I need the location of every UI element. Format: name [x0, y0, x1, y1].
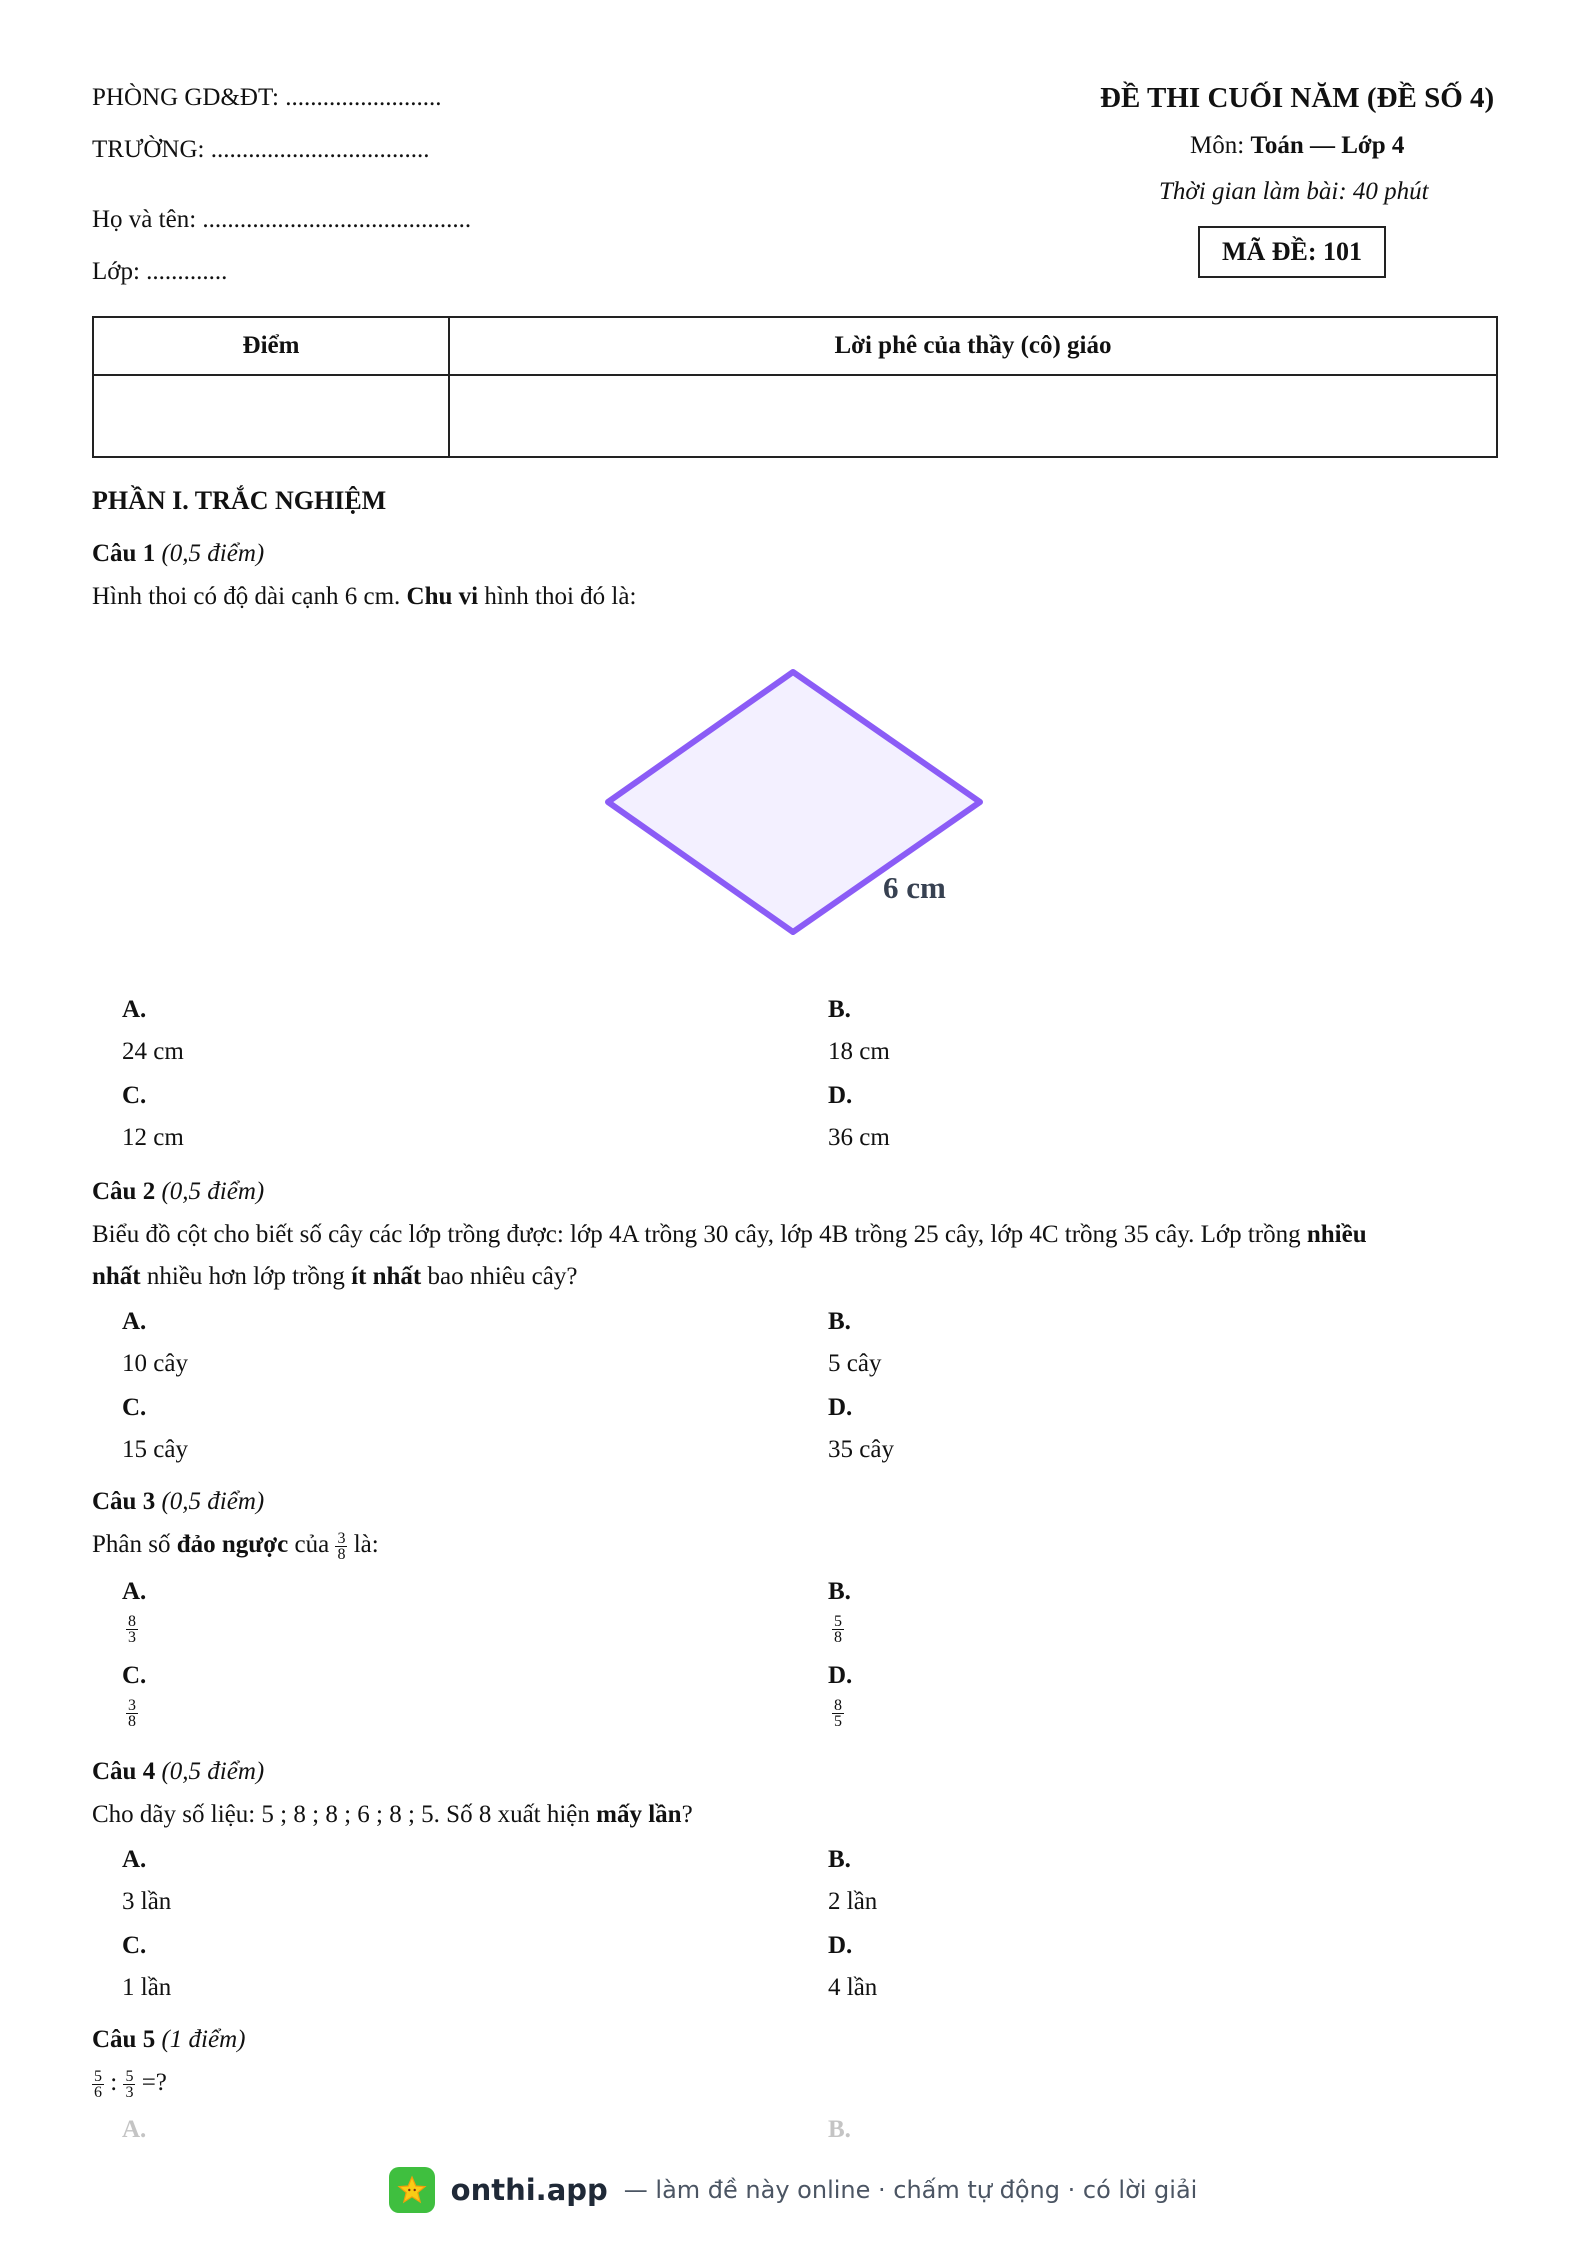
- truong-line: TRƯỜNG: ...................................: [92, 136, 430, 163]
- q4-option-d-key: D.: [828, 1932, 853, 1959]
- question-2-line1-a: Biểu đồ cột cho biết số cây các lớp trồng được: lớp 4A trồng 30 cây, lớp 4B trồng 25 cây, lớp 4C trồng 35 cây. Lớp trồng: [92, 1221, 1307, 1248]
- question-5-heading: [92, 2026, 245, 2054]
- q3-option-d-den: 5: [834, 1713, 842, 1730]
- question-2-points: (0,5 điểm): [161, 1178, 265, 1205]
- question-5-label: Câu 5: [92, 2026, 156, 2053]
- q1-option-a-value[interactable]: 24 cm: [122, 1038, 184, 1065]
- question-4-text-a: Cho dãy số liệu: 5 ; 8 ; 8 ; 6 ; 8 ; 5. Số 8 xuất hiện: [92, 1801, 597, 1828]
- question-4-text-c: ?: [681, 1801, 693, 1828]
- q1-option-d-value[interactable]: 36 cm: [828, 1124, 890, 1151]
- score-column-header: Điểm: [93, 317, 449, 375]
- q4-option-b-value[interactable]: 2 lần: [828, 1888, 878, 1915]
- question-3-heading: [92, 1488, 264, 1516]
- subject-value: Toán — Lớp 4: [1250, 132, 1405, 159]
- q3-option-c-den: 8: [128, 1713, 136, 1730]
- q1-option-b-key: B.: [828, 996, 851, 1023]
- comment-column-header: Lời phê của thầy (cô) giáo: [449, 317, 1497, 375]
- question-3-label: Câu 3: [92, 1488, 156, 1515]
- q3-option-b-num: 5: [834, 1613, 842, 1630]
- question-2-line2-c: ít nhất: [351, 1263, 422, 1290]
- question-4-points: (0,5 điểm): [161, 1758, 265, 1785]
- question-3-text-b: đảo ngược: [176, 1531, 289, 1558]
- q2-option-a-value[interactable]: 10 cây: [122, 1350, 188, 1377]
- section-title: PHẦN I. TRẮC NGHIỆM: [92, 486, 387, 515]
- q3-option-c-value[interactable]: [126, 1698, 138, 1729]
- promo-banner[interactable]: [0, 2158, 1586, 2222]
- exam-duration: Thời gian làm bài: 40 phút: [1159, 178, 1429, 205]
- q3-option-a-num: 8: [128, 1613, 136, 1630]
- question-2-label: Câu 2: [92, 1178, 156, 1205]
- q3-option-c-key: C.: [122, 1662, 147, 1689]
- question-3-points: (0,5 điểm): [161, 1488, 265, 1515]
- question-1-heading: [92, 540, 264, 568]
- question-3-text-a: Phân số: [92, 1531, 177, 1558]
- q3-option-a-value[interactable]: [126, 1614, 138, 1645]
- q3-option-d-value[interactable]: [832, 1698, 844, 1729]
- q3-option-b-den: 8: [834, 1629, 842, 1646]
- question-1-label: Câu 1: [92, 540, 156, 567]
- ho-ten-line: Họ và tên: ...........................................: [92, 206, 472, 233]
- question-1-text-c: hình thoi đó là:: [478, 583, 637, 610]
- exam-title: ĐỀ THI CUỐI NĂM (ĐỀ SỐ 4): [1100, 82, 1495, 114]
- question-5-fraction-2: [123, 2069, 135, 2100]
- question-1-text-b: Chu vi: [406, 583, 479, 610]
- q4-option-a-key: A.: [122, 1846, 147, 1873]
- brand-name[interactable]: onthi.app: [450, 2173, 608, 2207]
- q4-option-a-value[interactable]: 3 lần: [122, 1888, 172, 1915]
- question-2-line1-b: nhiều: [1306, 1221, 1367, 1248]
- q3-option-d-num: 8: [834, 1697, 842, 1714]
- question-5-f2-num: 5: [125, 2067, 134, 2085]
- q1-option-a-key: A.: [122, 996, 147, 1023]
- q2-option-a-key: A.: [122, 1308, 147, 1335]
- question-4-text: [92, 1794, 693, 1836]
- q3-option-d-key: D.: [828, 1662, 853, 1689]
- lop-line: Lớp: .............: [92, 258, 228, 285]
- question-5-tail: =?: [141, 2069, 167, 2096]
- question-4-text-b: mấy lần: [596, 1801, 682, 1828]
- q3-option-a-den: 3: [128, 1629, 136, 1646]
- question-2-heading: [92, 1178, 264, 1206]
- brand-tagline: — làm đề này online · chấm tự động · có lời giải: [623, 2176, 1198, 2204]
- question-2-text-line2: [92, 1256, 577, 1298]
- q2-option-b-key: B.: [828, 1308, 851, 1335]
- q5-option-a-key: A.: [122, 2116, 147, 2143]
- question-5-expression: [92, 2062, 167, 2104]
- question-2-line2-b: nhiều hơn lớp trồng: [140, 1263, 352, 1290]
- question-3-text-c: của: [288, 1531, 336, 1558]
- q4-option-c-key: C.: [122, 1932, 147, 1959]
- q2-option-c-key: C.: [122, 1394, 147, 1421]
- score-table: [92, 316, 1498, 458]
- question-5-operator: :: [110, 2069, 118, 2096]
- question-5-f1-den: 6: [94, 2083, 102, 2101]
- q2-option-b-value[interactable]: 5 cây: [828, 1350, 882, 1377]
- question-3-fraction: [335, 1531, 347, 1562]
- q3-option-c-num: 3: [128, 1697, 136, 1714]
- q5-option-b-key: B.: [828, 2116, 851, 2143]
- rhombus-side-label: 6 cm: [883, 870, 946, 905]
- q1-option-b-value[interactable]: 18 cm: [828, 1038, 890, 1065]
- comment-cell[interactable]: [449, 375, 1497, 457]
- q3-option-a-key: A.: [122, 1578, 147, 1605]
- question-1-points: (0,5 điểm): [161, 540, 265, 567]
- score-cell[interactable]: [93, 375, 449, 457]
- question-3-fraction-num: 3: [337, 1529, 346, 1547]
- phong-gd-line: PHÒNG GD&ĐT: .........................: [92, 84, 442, 111]
- question-1-text: [92, 576, 636, 618]
- q3-option-b-key: B.: [828, 1578, 851, 1605]
- question-1-text-a: Hình thoi có độ dài cạnh 6 cm.: [92, 583, 407, 610]
- exam-code-box: MÃ ĐỀ: 101: [1198, 226, 1386, 278]
- question-5-f2-den: 3: [125, 2083, 134, 2101]
- q3-option-b-value[interactable]: [832, 1614, 844, 1645]
- q2-option-d-value[interactable]: 35 cây: [828, 1436, 894, 1463]
- question-4-heading: [92, 1758, 264, 1786]
- question-2-line2-d: bao nhiêu cây?: [421, 1263, 578, 1290]
- q4-option-d-value[interactable]: 4 lần: [828, 1974, 878, 2001]
- q2-option-d-key: D.: [828, 1394, 853, 1421]
- rhombus-figure: [600, 660, 1000, 950]
- subject-line: [1190, 132, 1404, 160]
- question-2-line2-a: nhất: [92, 1263, 141, 1290]
- q4-option-c-value[interactable]: 1 lần: [122, 1974, 172, 2001]
- question-5-fraction-1: [92, 2069, 104, 2100]
- q1-option-c-value[interactable]: 12 cm: [122, 1124, 184, 1151]
- q1-option-d-key: D.: [828, 1082, 853, 1109]
- question-3-text: [92, 1524, 379, 1566]
- question-2-text-line1: [92, 1214, 1367, 1256]
- subject-prefix: Môn:: [1190, 132, 1251, 159]
- question-5-points: (1 điểm): [161, 2026, 246, 2053]
- star-icon: [396, 2174, 428, 2206]
- question-3-text-d: là:: [347, 1531, 379, 1558]
- question-4-label: Câu 4: [92, 1758, 156, 1785]
- q2-option-c-value[interactable]: 15 cây: [122, 1436, 188, 1463]
- question-5-f1-num: 5: [94, 2067, 102, 2085]
- question-3-fraction-den: 8: [337, 1545, 346, 1563]
- q4-option-b-key: B.: [828, 1846, 851, 1873]
- q1-option-c-key: C.: [122, 1082, 147, 1109]
- star-logo-icon: [389, 2167, 435, 2213]
